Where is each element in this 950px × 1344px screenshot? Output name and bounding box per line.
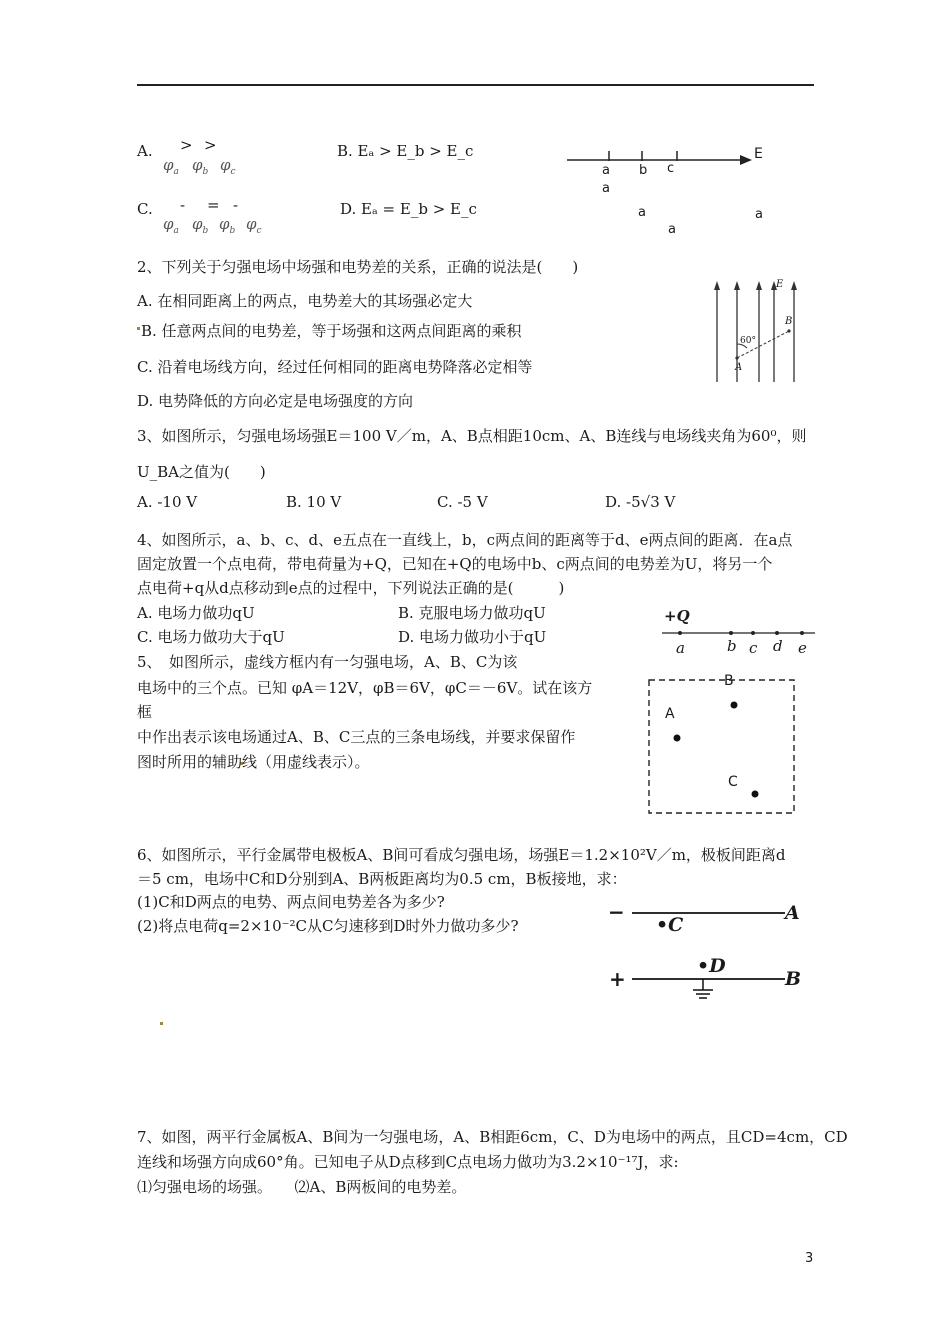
q4-point-line-figure <box>660 626 820 640</box>
q1-stray-a3: a <box>755 207 763 222</box>
q1-c-phi4: $\varphi_c$ <box>246 215 262 236</box>
q5-dashed-box-figure <box>646 676 798 818</box>
page-number: 3 <box>805 1251 814 1266</box>
q4-charge-label: +Q <box>664 607 690 625</box>
q2-option-a: A. 在相同距离上的两点，电势差大的其场强必定大 <box>137 292 473 310</box>
q1-c-phi2: $\varphi_b$ <box>192 215 209 236</box>
q1-option-c: C. <box>137 200 153 218</box>
q3-option-a: A. -10 V <box>137 493 198 511</box>
q7-line2: 连线和场强方向成60°角。已知电子从D点移到C点电场力做功为3.2×10⁻¹⁷J，求: <box>137 1153 679 1171</box>
q4-label-d: d <box>773 637 783 655</box>
q4-option-b: B. 克服电场力做功qU <box>398 604 546 622</box>
header-rule <box>137 84 814 86</box>
point-b-dot <box>731 702 738 709</box>
q6-line1: 6、如图所示，平行金属带电极板A、B间可看成匀强电场，场强E＝1.2×10²V／m，极板间距离d <box>137 846 786 864</box>
q6-point-d-label: •D <box>697 955 726 977</box>
point-d-dot <box>775 631 779 635</box>
q2-a-label: A <box>735 362 743 373</box>
q1-option-d: D. Eₐ = E_b > E_c <box>340 200 477 218</box>
q7-line1: 7、如图，两平行金属板A、B间为一匀强电场，A、B相距6cm，C、D为电场中的两点，且CD=4cm，CD <box>137 1128 848 1146</box>
q2-e-label: E <box>776 279 784 290</box>
point-a-dot <box>678 631 682 635</box>
q6-minus-sign: − <box>608 900 625 924</box>
q1-c-op1: - <box>180 196 186 214</box>
point-b-dot <box>729 631 733 635</box>
q1-a-phi3: $\varphi_c$ <box>220 156 236 177</box>
dashed-box <box>649 680 794 813</box>
q1-a-op2: > <box>204 136 217 154</box>
stray-mark <box>160 1022 163 1025</box>
q6-plate-b-label: B <box>785 968 802 990</box>
q4-line2: 固定放置一个点电荷，带电荷量为+Q，已知在+Q的电场中b、c两点间的电势差为U，将另一个 <box>137 555 773 573</box>
q1-stray-a2: a <box>638 205 646 220</box>
q1-tick-label-b: b <box>639 163 648 178</box>
q5-line2: 电场中的三个点。已知 φA＝12V，φB＝6V，φC＝－6V。试在该方 <box>137 679 593 697</box>
q1-c-op2: = <box>207 196 220 214</box>
q2-option-d: D. 电势降低的方向必定是电场强度的方向 <box>137 392 414 410</box>
q2-stem: 2、下列关于匀强电场中场强和电势差的关系，正确的说法是( ) <box>137 258 579 276</box>
q4-line1: 4、如图所示，a、b、c、d、e五点在一直线上，b，c两点间的距离等于d、e两点间的距离．在a点 <box>137 531 793 549</box>
q5-label-c: C <box>728 774 738 790</box>
arrow-head <box>740 155 752 165</box>
q1-stray-a1: a <box>602 181 610 196</box>
q1-option-a: A. <box>137 142 153 160</box>
q4-option-c: C. 电场力做功大于qU <box>137 628 285 646</box>
q4-label-e: e <box>798 639 807 657</box>
q5-line3: 框 <box>137 703 153 721</box>
q4-label-a: a <box>676 639 685 657</box>
q1-tick-label-a: a <box>602 163 610 178</box>
q2-option-c: C. 沿着电场线方向，经过任何相同的距离电势降落必定相等 <box>137 358 533 376</box>
stray-mark <box>137 327 140 330</box>
q4-label-b: b <box>727 637 737 655</box>
q1-tick-label-c: c <box>667 161 675 176</box>
q5-line1: 5、 如图所示，虚线方框内有一匀强电场，A、B、C为该 <box>137 653 518 671</box>
q5-label-a: A <box>665 706 675 722</box>
point-e-dot <box>800 631 804 635</box>
q1-a-op1: > <box>180 136 193 154</box>
q4-line3: 点电荷+q从d点移动到e点的过程中，下列说法正确的是( ) <box>137 579 565 597</box>
q2-angle-label: 60° <box>740 336 756 346</box>
q1-a-phi2: $\varphi_b$ <box>192 156 209 177</box>
point-c-dot <box>752 791 759 798</box>
point-a <box>735 356 738 359</box>
q4-label-c: c <box>749 639 758 657</box>
q2-b-label: B <box>785 316 793 327</box>
point-a-dot <box>674 735 681 742</box>
point-b <box>787 329 790 332</box>
q4-option-d: D. 电场力做功小于qU <box>398 628 547 646</box>
q6-line3: (1)C和D两点的电势、两点间电势差各为多少? <box>137 893 445 911</box>
q5-line5: 图时所用的辅助线（用虚线表示）。 <box>137 753 370 771</box>
q5-label-b: B <box>724 673 734 689</box>
q2-option-b: B. 任意两点间的电势差，等于场强和这两点间距离的乘积 <box>141 322 522 340</box>
q6-plate-a-label: A <box>785 902 800 924</box>
q6-point-c-label: •C <box>656 914 684 936</box>
q6-plus-sign: + <box>609 967 626 991</box>
q7-line3: ⑴匀强电场的场强。 ⑵A、B两板间的电势差。 <box>137 1178 467 1196</box>
q4-option-a: A. 电场力做功qU <box>137 604 255 622</box>
q1-option-b: B. Eₐ > E_b > E_c <box>337 142 474 160</box>
q1-e-label: E <box>754 146 763 162</box>
q3-option-d: D. -5√3 V <box>605 493 676 511</box>
q3-option-b: B. 10 V <box>286 493 342 511</box>
q1-stray-a4: a <box>668 222 676 237</box>
q1-c-op3: - <box>233 196 239 214</box>
q6-line2: ＝5 cm，电场中C和D分别到A、B两板距离均为0.5 cm，B板接地，求： <box>137 870 627 888</box>
q3-stem-line2: U_BA之值为( ) <box>137 463 266 481</box>
q1-c-phi3: $\varphi_b$ <box>219 215 236 236</box>
q3-option-c: C. -5 V <box>437 493 488 511</box>
q6-line4: (2)将点电荷q=2×10⁻²C从C匀速移到D时外力做功多少? <box>137 917 519 935</box>
q6-plates-figure <box>605 900 810 1000</box>
q5-line4: 中作出表示该电场通过A、B、C三点的三条电场线，并要求保留作 <box>137 728 576 746</box>
q1-a-phi1: $\varphi_a$ <box>163 156 179 177</box>
q2-field-figure <box>712 278 802 384</box>
q1-c-phi1: $\varphi_a$ <box>163 215 179 236</box>
point-c-dot <box>751 631 755 635</box>
q3-stem-line1: 3、如图所示，匀强电场场强E＝100 V／m，A、B点相距10cm、A、B连线与电场线夹角为60⁰，则 <box>137 427 807 445</box>
